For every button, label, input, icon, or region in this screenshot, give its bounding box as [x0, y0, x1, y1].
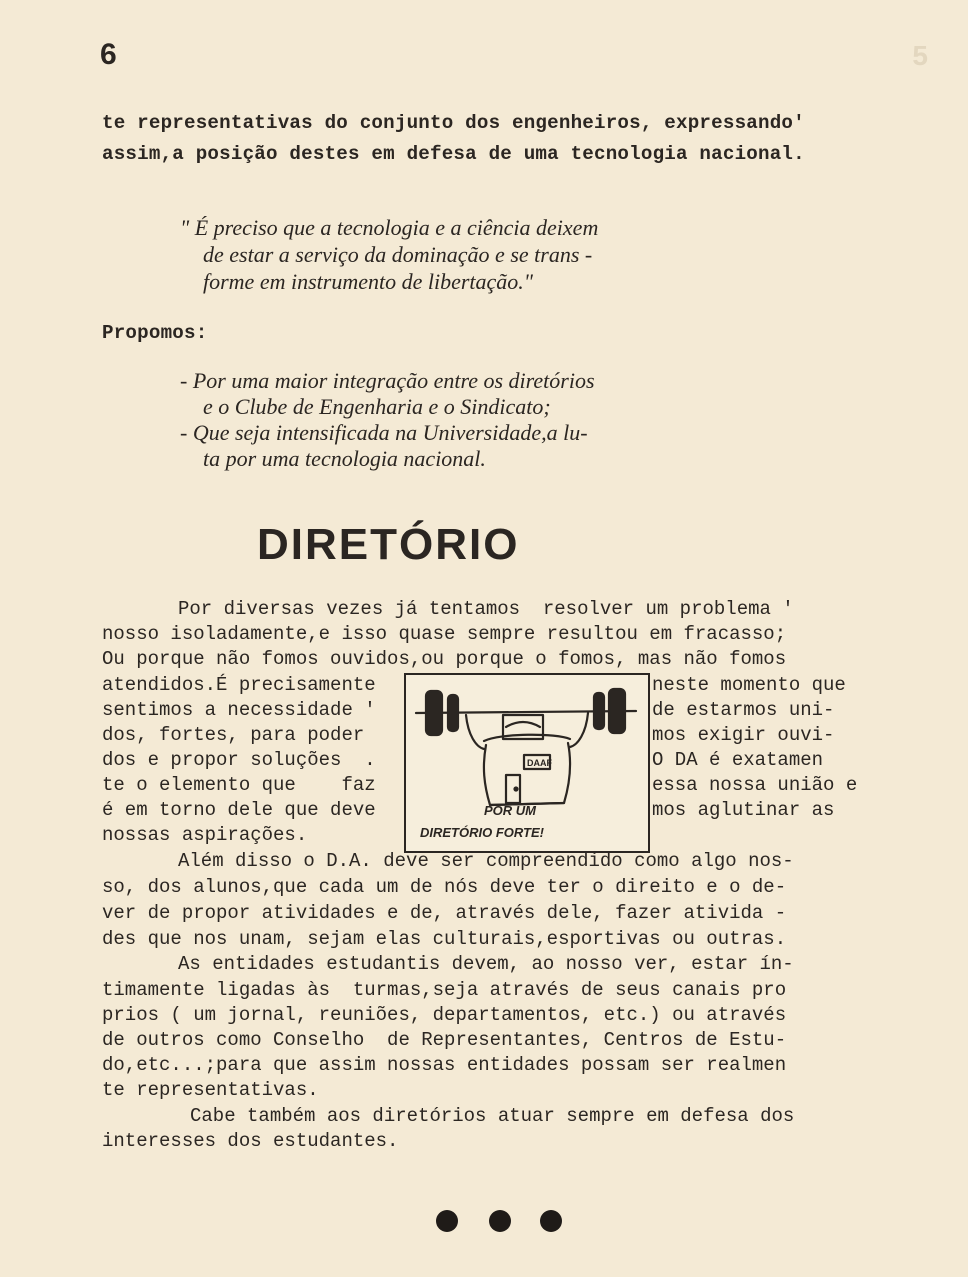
intro-line: assim,a posição destes em defesa de uma tecnologia nacional.: [102, 143, 805, 165]
left-column-line: dos, fortes, para poder: [102, 724, 365, 746]
paragraph-line: As entidades estudantis devem, ao nosso ver, estar ín-: [178, 953, 794, 975]
quote-line: de estar a serviço da dominação e se trans -: [203, 242, 593, 267]
propomos-label: Propomos:: [102, 322, 208, 344]
paragraph-line: des que nos unam, sejam elas culturais,esportivas ou outras.: [102, 928, 787, 950]
page-number: 6: [100, 38, 117, 71]
bullet-dot-icon: [540, 1210, 562, 1232]
paragraph-line: so, dos alunos,que cada um de nós deve ter o direito e o de-: [102, 876, 787, 898]
proposal-line: - Que seja intensificada na Universidade,a lu-: [180, 420, 588, 445]
left-column-line: é em torno dele que deve: [102, 799, 376, 821]
right-column-line: neste momento que: [652, 674, 846, 696]
paragraph-line: Ou porque não fomos ouvidos,ou porque o fomos, mas não fomos: [102, 648, 787, 670]
paragraph-line: de outros como Conselho de Representantes, Centros de Estu-: [102, 1029, 787, 1051]
proposal-line: ta por uma tecnologia nacional.: [203, 446, 486, 471]
section-end-dots: [432, 1210, 572, 1236]
quote-line: " É preciso que a tecnologia e a ciência deixem: [180, 215, 599, 240]
paragraph-line: Por diversas vezes já tentamos resolver um problema ': [178, 598, 794, 620]
paragraph-line: timamente ligadas às turmas,seja através de seus canais pro: [102, 979, 787, 1001]
proposal-line: - Por uma maior integração entre os diretórios: [180, 368, 595, 393]
paragraph-line: do,etc...;para que assim nossas entidades possam ser realmen: [102, 1054, 787, 1076]
section-title: DIRETÓRIO: [257, 520, 520, 569]
left-column-line: atendidos.É precisamente: [102, 674, 376, 696]
right-column-line: mos aglutinar as: [652, 799, 835, 821]
right-column-line: essa nossa união e: [652, 774, 858, 796]
paragraph-line: Além disso o D.A. deve ser compreendido como algo nos-: [178, 850, 794, 872]
proposal-line: e o Clube de Engenharia e o Sindicato;: [203, 394, 551, 419]
cartoon-caption-line1: POR UM: [484, 803, 536, 818]
right-column-line: de estarmos uni-: [652, 699, 835, 721]
intro-line: te representativas do conjunto dos engenheiros, expressando': [102, 112, 805, 134]
left-column-line: nossas aspirações.: [102, 824, 308, 846]
paragraph-line: prios ( um jornal, reuniões, departamentos, etc.) ou através: [102, 1004, 787, 1026]
left-column-line: te o elemento que faz: [102, 774, 376, 796]
quote-line: forme em instrumento de libertação.": [203, 269, 534, 294]
bullet-dot-icon: [489, 1210, 511, 1232]
cartoon-caption-line2: DIRETÓRIO FORTE!: [420, 825, 544, 840]
paragraph-line: nosso isoladamente,e isso quase sempre resultou em fracasso;: [102, 623, 787, 645]
right-column-line: mos exigir ouvi-: [652, 724, 835, 746]
cartoon-badge: DAAF: [527, 758, 552, 768]
left-column-line: sentimos a necessidade ': [102, 699, 376, 721]
paragraph-line: te representativas.: [102, 1079, 319, 1101]
bleed-through-page-number: 5: [912, 40, 928, 71]
paragraph-line: interesses dos estudantes.: [102, 1130, 399, 1152]
cartoon-illustration: [404, 673, 650, 853]
paragraph-line: Cabe também aos diretórios atuar sempre em defesa dos: [190, 1105, 795, 1127]
left-column-line: dos e propor soluções .: [102, 749, 376, 771]
paragraph-line: ver de propor atividades e de, através dele, fazer ativida -: [102, 902, 787, 924]
right-column-line: O DA é exatamen: [652, 749, 824, 771]
bullet-dot-icon: [436, 1210, 458, 1232]
